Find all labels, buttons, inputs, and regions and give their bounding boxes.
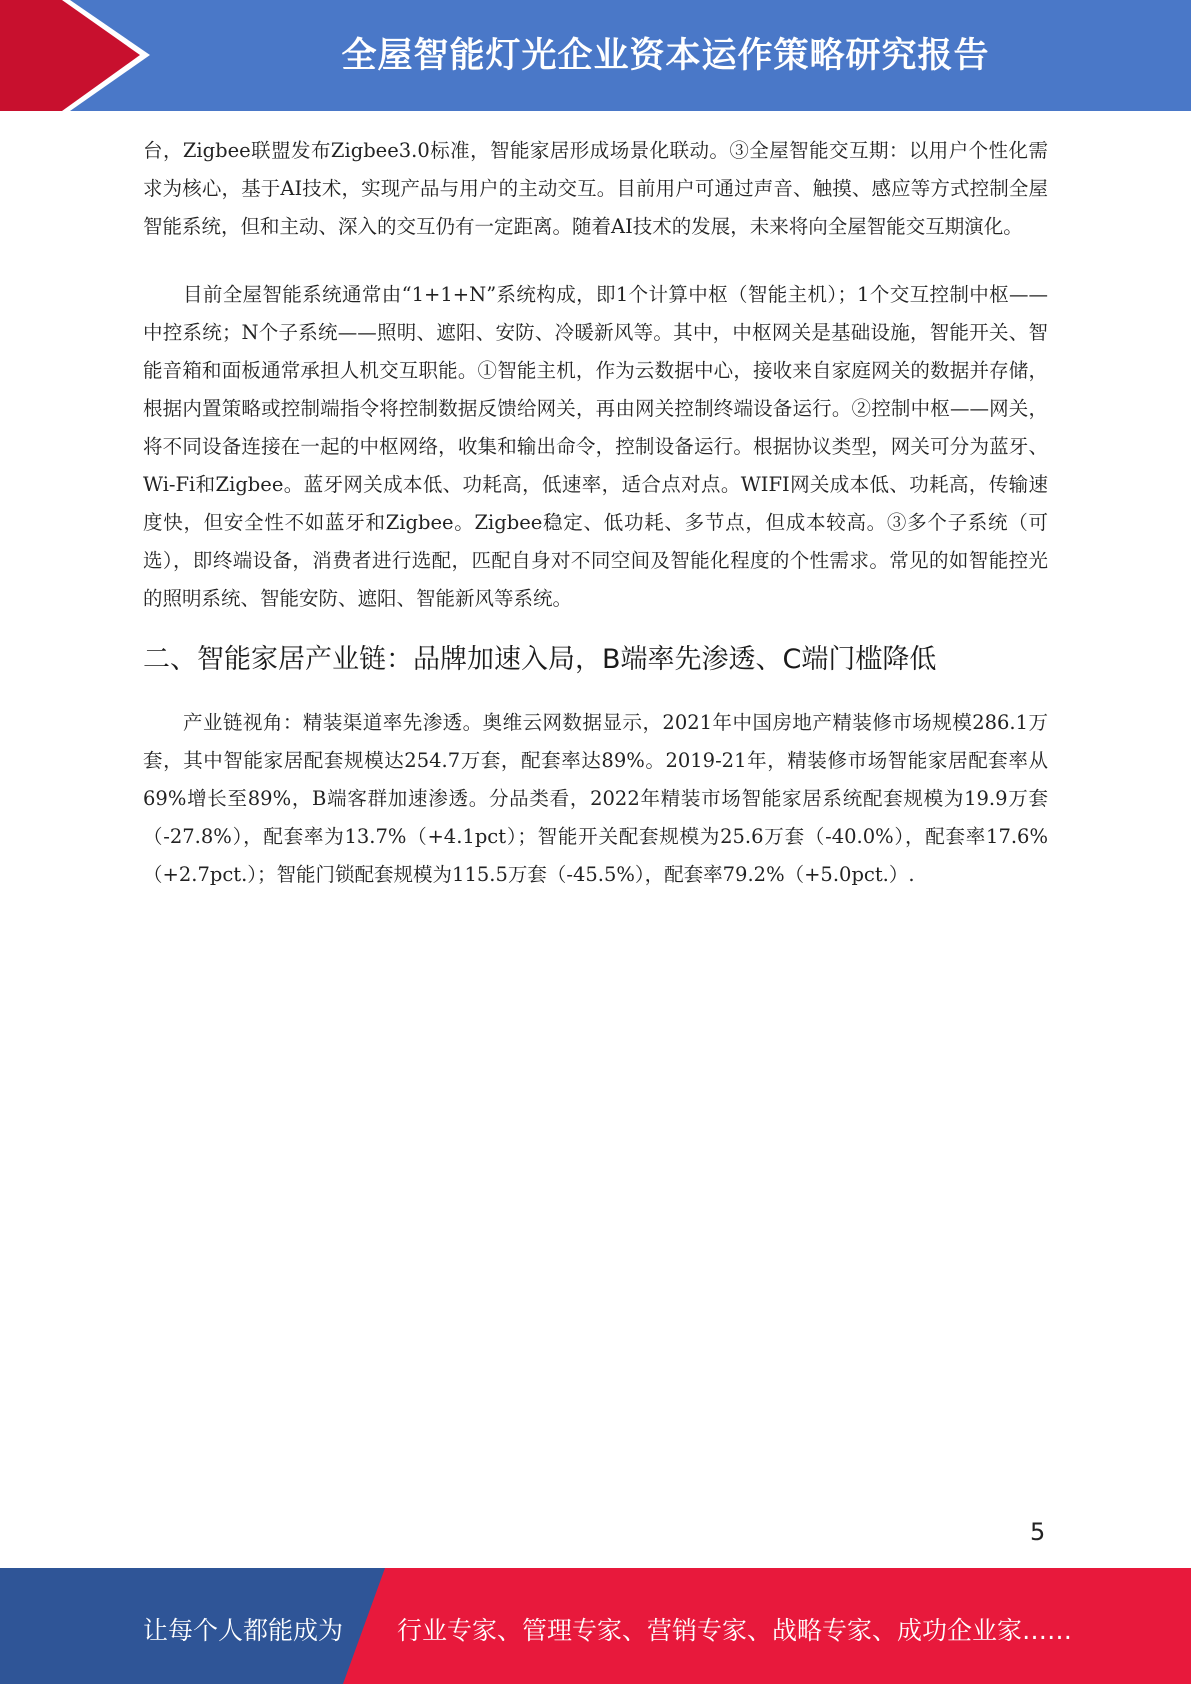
page-header [0,0,1191,111]
section-heading: 二、智能家居产业链：品牌加速入局，B端率先渗透、C端门槛降低 [143,644,937,675]
footer-slogan-right: 行业专家、管理专家、营销专家、战略专家、成功企业家…… [397,1616,1073,1645]
document-body [143,132,1048,894]
paragraph-industry-chain: 产业链视角：精装渠道率先渗透。奥维云网数据显示，2021年中国房地产精装修市场规模286.1万套，其中智能家居配套规模达254.7万套，配套率达89%。2019-21年，精装修市场智能家居配套率从69%增长至89%，B端客群加速渗透。分品类看，2022年精装市场智能家居系统配套规模为19.9万套（-27.8%），配套率为13.7%（+4.1pct）；智能开关配套规模为25.6万套（-40.0%），配套率17.6%（+2.7pct.）；智能门锁配套规模为115.5万套（-45.5%），配套率79.2%（+5.0pct.）. [143,711,1048,886]
paragraph-system-structure: 目前全屋智能系统通常由“1+1+N”系统构成，即1个计算中枢（智能主机）；1个交互控制中枢——中控系统；N个子系统——照明、遮阳、安防、冷暖新风等。其中，中枢网关是基础设施，智能开关、智能音箱和面板通常承担人机交互职能。①智能主机，作为云数据中心，接收来自家庭网关的数据并存储，根据内置策略或控制端指令将控制数据反馈给网关，再由网关控制终端设备运行。②控制中枢——网关，将不同设备连接在一起的中枢网络，收集和输出命令，控制设备运行。根据协议类型，网关可分为蓝牙、Wi-Fi和Zigbee。蓝牙网关成本低、功耗高，低速率，适合点对点。WIFI网关成本低、功耗高，传输速度快，但安全性不如蓝牙和Zigbee。Zigbee稳定、低功耗、多节点，但成本较高。③多个子系统（可选），即终端设备，消费者进行选配，匹配自身对不同空间及智能化程度的个性需求。常见的如智能控光的照明系统、智能安防、遮阳、智能新风等系统。 [143,283,1048,610]
page-footer [0,1568,1191,1684]
paragraph-smart-interaction: 台，Zigbee联盟发布Zigbee3.0标准，智能家居形成场景化联动。③全屋智能交互期：以用户个性化需求为核心，基于AI技术，实现产品与用户的主动交互。目前用户可通过声音、触摸、感应等方式控制全屋智能系统，但和主动、深入的交互仍有一定距离。随着AI技术的发展，未来将向全屋智能交互期演化。 [143,139,1048,238]
report-title: 全屋智能灯光企业资本运作策略研究报告 [341,36,990,76]
footer-slogan-left: 让每个人都能成为 [143,1616,344,1645]
page-number: 5 [1030,1518,1046,1546]
